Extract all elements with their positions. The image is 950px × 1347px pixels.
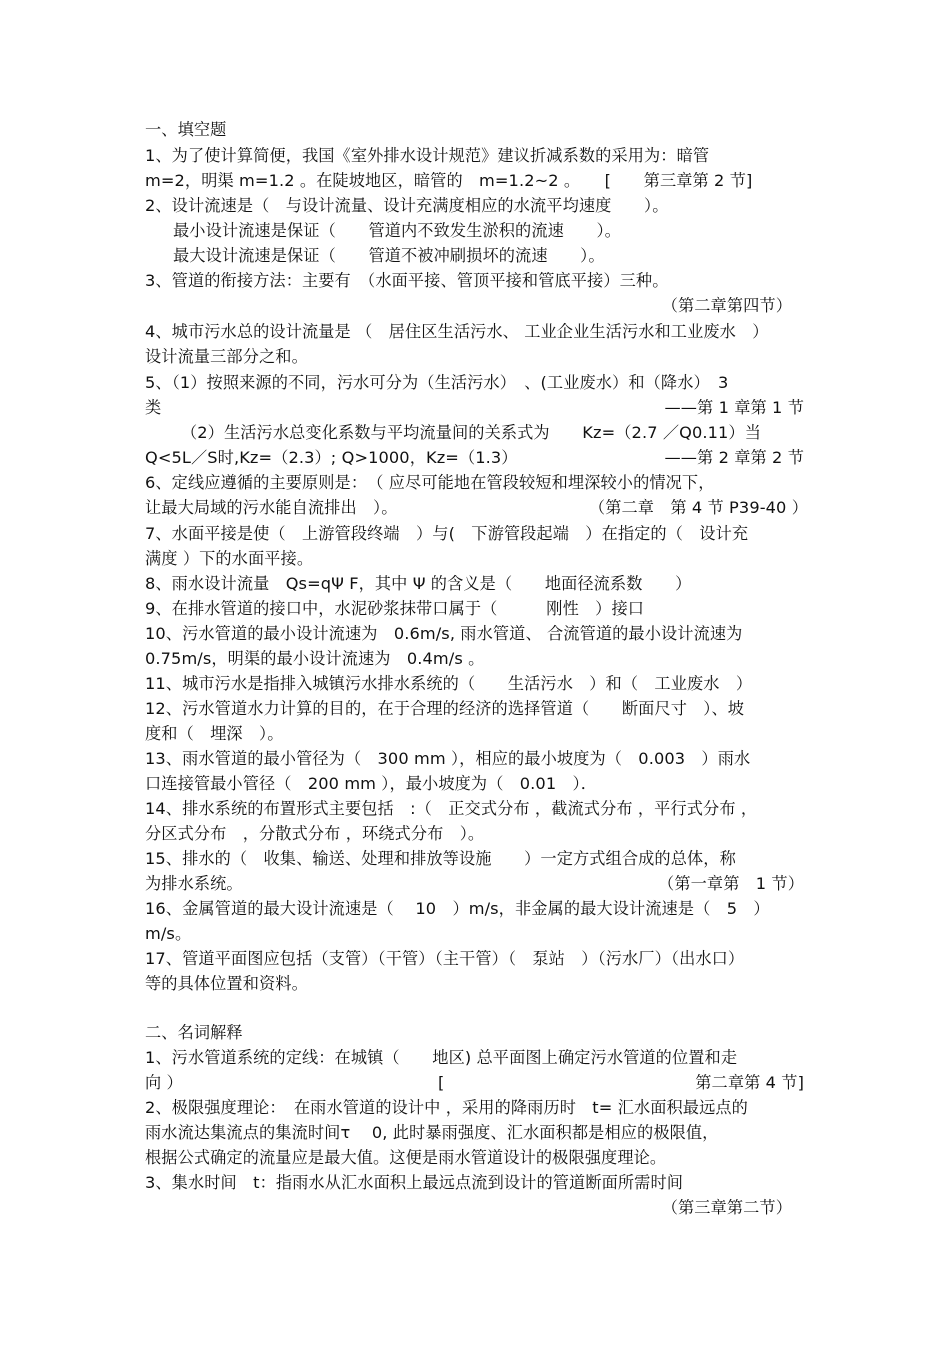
text-line: m/s。 [145,924,192,943]
text-line: 为排水系统。 [145,874,243,893]
section-title-definitions: 二、名词解释 [145,1023,243,1042]
chapter-reference: （第一章第 1 节） [658,874,804,893]
chapter-reference: （第三章第二节） [661,1198,792,1217]
text-line: 雨水流达集流点的集流时间τ 0, 此时暴雨强度、汇水面积都是相应的极限值， [145,1123,719,1142]
text-line: 13、雨水管道的最小管径为（ 300 mm ），相应的最小坡度为（ 0.003 ）雨水 [145,749,751,768]
text-line: 0.75m/s，明渠的最小设计流速为 0.4m/s 。 [145,649,485,668]
section-title-fill-blank: 一、填空题 [145,120,227,139]
chapter-reference: 第二章第 4 节] [695,1073,804,1092]
text-line: m=2，明渠 m=1.2 。在陡坡地区，暗管的 m=1.2~2 。 [ 第三章第 2 节] [145,171,753,190]
text-line: 根据公式确定的流量应是最大值。这便是雨水管道设计的极限强度理论。 [145,1148,667,1167]
text-line: 8、雨水设计流量 Qs=qΨ F，其中 Ψ 的含义是（ 地面径流系数 ） [145,574,692,593]
text-line: （2）生活污水总变化系数与平均流量间的关系式为 Kz=（2.7 ／Q0.11）当 [181,423,761,442]
text-line: 3、集水时间 t：指雨水从汇水面积上最远点流到设计的管道断面所需时间 [145,1173,684,1192]
text-line: 6、定线应遵循的主要原则是： （ 应尽可能地在管段较短和埋深较小的情况下， [145,473,715,492]
text-line: 口连接管最小管径（ 200 mm ），最小坡度为（ 0.01 ）． [145,774,597,793]
chapter-reference: （第二章 第 4 节 P39-40 ） [588,498,808,517]
text-line: 3、管道的衔接方法：主要有 （水面平接、管顶平接和管底平接）三种。 [145,271,669,290]
text-line: Q<5L／S时,Kz=（2.3）; Q>1000，Kz=（1.3） [145,448,518,467]
chapter-reference: ——第 1 章第 1 节 [664,398,804,417]
chapter-reference: （第二章第四节） [661,296,792,315]
text-line: 类 [145,398,162,417]
text-line: 12、污水管道水力计算的目的，在于合理的经济的选择管道（ 断面尺寸 ）、坡 [145,699,745,718]
text-line: 7、水面平接是使（ 上游管段终端 ）与( 下游管段起端 ）在指定的（ 设计充 [145,524,749,543]
text-line: 让最大局域的污水能自流排出 ）。 [145,498,398,517]
text-line: 5、（1）按照来源的不同，污水可分为（生活污水） 、(工业废水）和（降水） 3 [145,373,729,392]
bracket: [ [438,1073,445,1092]
text-line: 11、城市污水是指排入城镇污水排水系统的（ 生活污水 ）和（ 工业废水 ） [145,674,753,693]
text-line: 16、金属管道的最大设计流速是（ 10 ）m/s，非金属的最大设计流速是（ 5 ） [145,899,770,918]
text-line: 15、排水的（ 收集、输送、处理和排放等设施 ）一定方式组合成的总体，称 [145,849,736,868]
text-line: 1、污水管道系统的定线：在城镇（ 地区) 总平面图上确定污水管道的位置和走 [145,1048,738,1067]
text-line: 2、设计流速是（ 与设计流量、设计充满度相应的水流平均速度 ）。 [145,196,669,215]
text-line: 设计流量三部分之和。 [145,347,308,366]
text-line: 向 ） [145,1073,183,1092]
text-line: 1、为了使计算简便，我国《室外排水设计规范》建议折减系数的采用为：暗管 [145,146,710,165]
text-line: 14、排水系统的布置形式主要包括 :（ 正交式分布 ，截流式分布 ，平行式分布 ， [145,799,758,818]
text-line: 度和（ 埋深 ）。 [145,724,284,743]
text-line: 满度 ）下的水面平接。 [145,549,314,568]
chapter-reference: ——第 2 章第 2 节 [664,448,804,467]
text-line: 分区式分布 ，分散式分布 ，环绕式分布 ）。 [145,824,485,843]
text-line: 4、城市污水总的设计流量是 （ 居住区生活污水、 工业企业生活污水和工业废水 ） [145,322,769,341]
text-line: 17、管道平面图应包括（支管）（干管）（主干管）（ 泵站 ）（污水厂）（出水口） [145,949,745,968]
text-line: 2、极限强度理论： 在雨水管道的设计中 ，采用的降雨历时 t= 汇水面积最远点的 [145,1098,748,1117]
text-line: 10、污水管道的最小设计流速为 0.6m/s, 雨水管道、 合流管道的最小设计流速为 [145,624,743,643]
text-line: 9、在排水管道的接口中，水泥砂浆抹带口属于（ 刚性 ）接口 [145,599,645,618]
text-line: 等的具体位置和资料。 [145,974,308,993]
text-line: 最小设计流速是保证（ 管道内不致发生淤积的流速 ）。 [173,221,621,240]
text-line: 最大设计流速是保证（ 管道不被冲刷损坏的流速 ）。 [173,246,605,265]
